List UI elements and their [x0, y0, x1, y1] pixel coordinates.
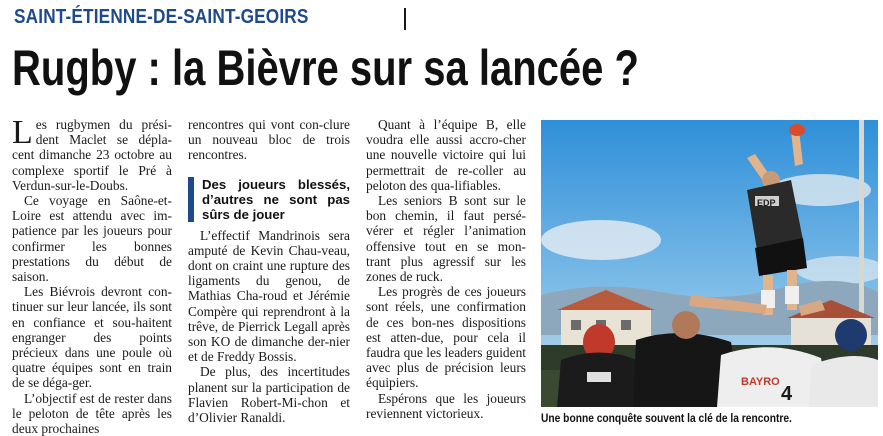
- article-column-1: [12, 114, 172, 436]
- kicker-divider: [404, 8, 406, 30]
- paragraph-5: rencontres qui vont con-clure un nouveau bloc de trois rencontres.: [188, 117, 350, 163]
- paragraph-7: De plus, des incertitudes planent sur la participation de Flavien Robert-Mi-chon et d’Olivier Ranaldi.: [188, 364, 350, 426]
- drop-cap: L: [12, 114, 33, 151]
- paragraph-11: Espérons que les joueurs reviennent victorieux.: [366, 390, 526, 421]
- paragraph-4: L’objectif est de rester dans le peloton de tête après les deux prochaines: [12, 390, 172, 436]
- sponsor-text: EDP: [757, 198, 776, 208]
- paragraph-8: Quant à l’équipe B, elle voudra elle aussi accro-cher une nouvelle victoire qui lui permettrait de re-coller au peloton des qua-lifiables.: [366, 117, 526, 193]
- rugby-lineout-photo: [541, 120, 878, 407]
- paragraph-3: Les Biévrois devront con-tinuer sur leur lancée, ils sont en confiance et sou-haitent engranger des points précieux dans une poule où quatre équipes sont en train de se déga-ger.: [12, 284, 172, 391]
- intertitle-box: [188, 177, 350, 222]
- paragraph-1: Les rugbymen du prési-dent Maclet se dépla-cent dimanche 23 octobre au complexe sportif le Pré à Verdun-sur-le-Doubs.: [12, 114, 172, 193]
- jersey-text: BAYRO: [741, 376, 780, 388]
- intertitle: Des joueurs blessés, d’autres ne sont pas sûrs de jouer: [202, 176, 350, 222]
- section-kicker: SAINT-ÉTIENNE-DE-SAINT-GEOIRS: [14, 6, 309, 28]
- article-headline: Rugby : la Bièvre sur sa lancée ?: [12, 40, 639, 96]
- paragraph-10: Les progrès de ces joueurs sont réels, une confirmation de ces bon-nes dispositions est atten-due, pour cela il faudra que les leaders guident avec plus de précision leurs équipiers.: [366, 284, 526, 391]
- paragraph-2: Ce voyage en Saône-et-Loire est attendu avec im-patience par les joueurs pour confirmer les bonnes prestations du début de saison.: [12, 193, 172, 285]
- paragraph-6: L’effectif Mandrinois sera amputé de Kevin Chau-veau, dont on craint une rupture des ligaments du genou, de Mathias Cha-roud et Jérémie Compère qui reprendront à la trêve, de Pierrick Legall après son KO de dimanche der-nier et de Freddy Bossis.: [188, 227, 350, 365]
- article-column-3: [366, 117, 526, 421]
- article-column-2: [188, 117, 350, 425]
- intertitle-rule: [188, 177, 194, 222]
- photo-caption: Une bonne conquête souvent la clé de la rencontre.: [541, 411, 792, 425]
- jersey-number: 4: [781, 383, 793, 405]
- paragraph-9: Les seniors B sont sur le bon chemin, il faut persé-vérer et régler l’animation offensive tout en se mon-trant plus agressif sur les zones de ruck.: [366, 193, 526, 285]
